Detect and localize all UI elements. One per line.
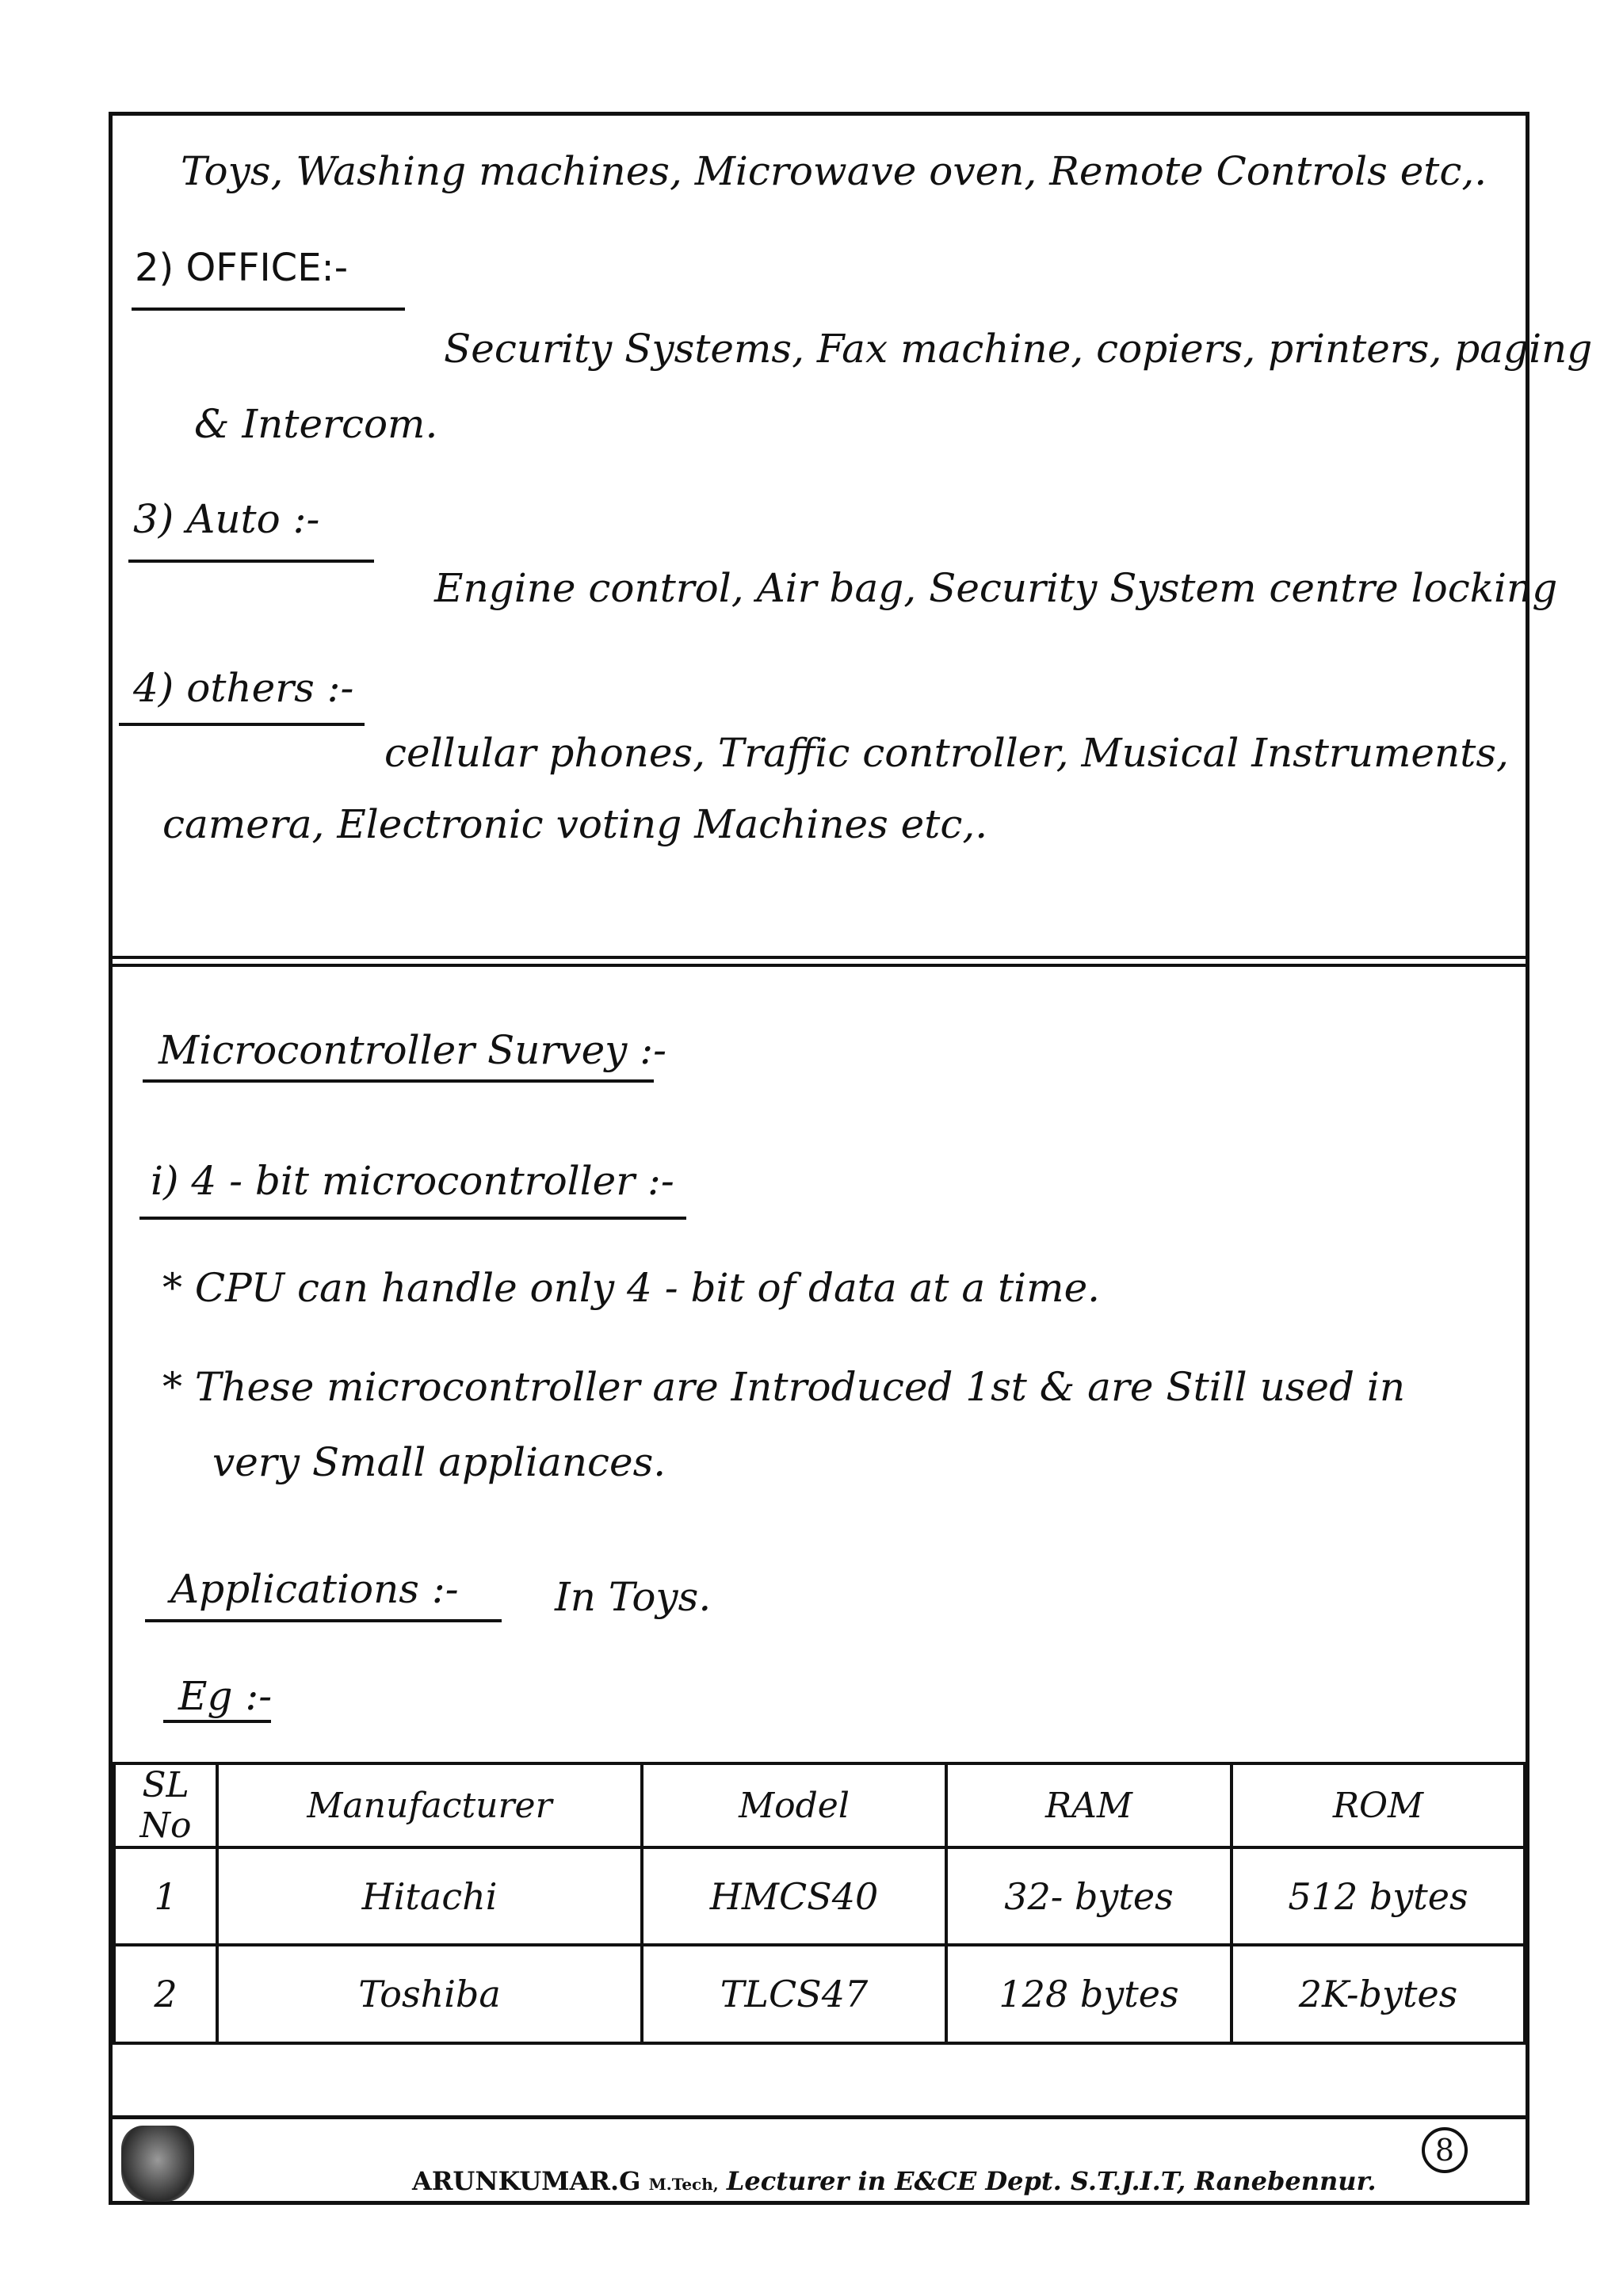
auto-text: Engine control, Air bag, Security System centre locking (434, 565, 1558, 611)
header-sl-no: SL No (114, 1763, 217, 1847)
table-header-row (114, 1763, 1525, 1847)
author-degree: M.Tech, (648, 2175, 719, 2194)
cell-rom: 2K-bytes (1232, 1945, 1525, 2043)
page-number: 8 (1422, 2127, 1468, 2173)
bullet-cpu: * CPU can handle only 4 - bit of data at a time. (162, 1265, 1101, 1311)
four-bit-underline (139, 1217, 686, 1220)
author-name: ARUNKUMAR.G (412, 2166, 641, 2196)
office-text-line-2: & Intercom. (194, 401, 438, 447)
cell-sl-no: 2 (114, 1945, 217, 2043)
cell-model: HMCS40 (642, 1847, 946, 1945)
cell-manufacturer: Toshiba (217, 1945, 642, 2043)
header-ram: RAM (946, 1763, 1232, 1847)
header-manufacturer: Manufacturer (217, 1763, 642, 1847)
toys-line: Toys, Washing machines, Microwave oven, Remote Controls etc,. (181, 148, 1487, 194)
footer-credit (412, 2166, 1377, 2196)
section-divider (109, 956, 1529, 967)
survey-title: Microcontroller Survey :- (158, 1027, 667, 1073)
auto-underline (128, 560, 374, 563)
author-affiliation: Lecturer in E&CE Dept. S.T.J.I.T, Ranebennur. (726, 2166, 1377, 2196)
office-underline (132, 308, 405, 311)
office-heading: 2) OFFICE:- (135, 246, 349, 290)
eg-label: Eg :- (178, 1673, 273, 1719)
cell-ram: 128 bytes (946, 1945, 1232, 2043)
header-model: Model (642, 1763, 946, 1847)
auto-heading: 3) Auto :- (133, 496, 320, 542)
cell-model: TLCS47 (642, 1945, 946, 2043)
survey-title-underline (143, 1079, 654, 1083)
deity-logo-image (121, 2126, 194, 2202)
applications-label: Applications :- (170, 1566, 459, 1612)
table-row (114, 1847, 1525, 1945)
applications-value: In Toys. (555, 1574, 712, 1620)
cell-manufacturer: Hitachi (217, 1847, 642, 1945)
office-text-line-1: Security Systems, Fax machine, copiers, printers, paging (444, 326, 1593, 372)
cell-ram: 32- bytes (946, 1847, 1232, 1945)
others-text-line-2: camera, Electronic voting Machines etc,. (162, 801, 988, 847)
footer-divider (109, 2115, 1529, 2119)
four-bit-heading: i) 4 - bit microcontroller :- (151, 1158, 674, 1204)
others-heading: 4) others :- (133, 665, 354, 711)
cell-sl-no: 1 (114, 1847, 217, 1945)
eg-underline (163, 1720, 271, 1723)
bullet-introduced-line-1: * These microcontroller are Introduced 1st & are Still used in (162, 1364, 1406, 1410)
bullet-introduced-line-2: very Small appliances. (212, 1439, 666, 1485)
microcontroller-table (113, 1762, 1526, 2045)
others-text-line-1: cellular phones, Traffic controller, Musical Instruments, (384, 730, 1509, 776)
others-underline (119, 723, 365, 726)
cell-rom: 512 bytes (1232, 1847, 1525, 1945)
applications-underline (145, 1619, 502, 1622)
table-row (114, 1945, 1525, 2043)
header-rom: ROM (1232, 1763, 1525, 1847)
